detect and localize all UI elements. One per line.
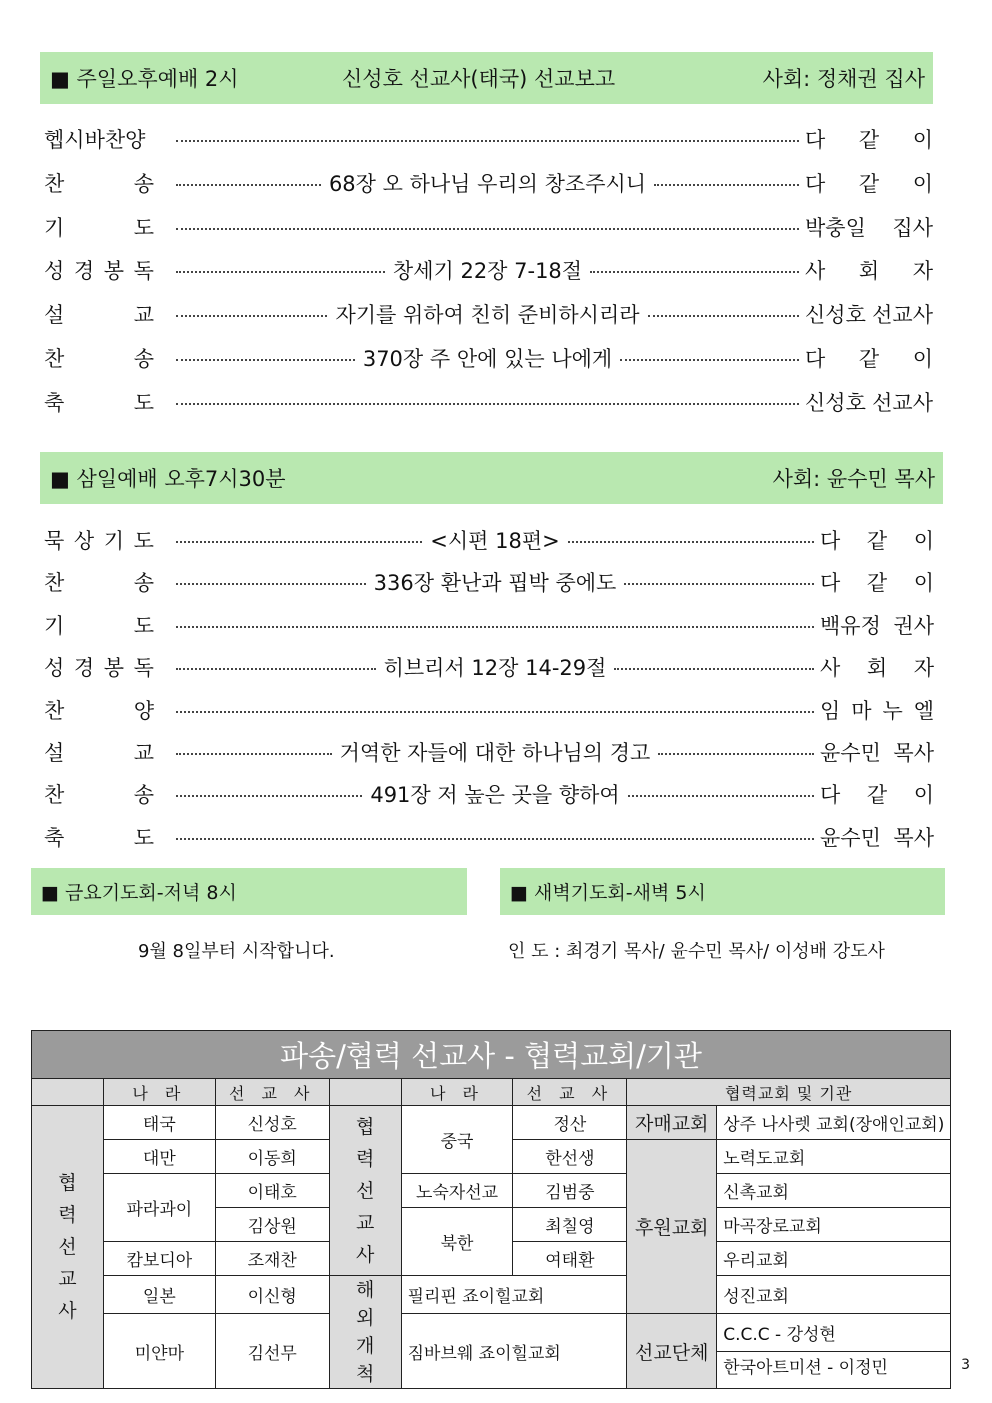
- leader-dots: [176, 541, 422, 543]
- missions-title: 파송/협력 선교사 - 협력교회/기관: [32, 1031, 951, 1079]
- program-row: [44, 299, 933, 329]
- group-partner-missionaries-1: 협 력 선 교 사: [32, 1106, 104, 1389]
- friday-prayer-header: [31, 868, 467, 915]
- missionary-cell: 이신형: [215, 1276, 329, 1314]
- missionary-cell: 김상원: [215, 1208, 329, 1242]
- program-item-leader: 윤수민 목사: [820, 825, 934, 850]
- program-item-content: 자기를 위하여 친히 준비하시리라: [335, 303, 640, 328]
- program-item-label: 찬 양: [44, 698, 154, 723]
- leader-dots: [176, 271, 385, 273]
- program-row: [44, 212, 933, 242]
- missionary-cell: 최칠영: [513, 1208, 627, 1242]
- program-item-leader: 백유정 권사: [820, 613, 934, 638]
- leader-dots: [176, 753, 332, 755]
- program-row: [44, 567, 934, 597]
- program-item-content: 370장 주 안에 있는 나에게: [362, 347, 613, 371]
- mission-orgs: [717, 1314, 951, 1389]
- header-blank-2: [329, 1079, 401, 1106]
- missions-table: [31, 1030, 951, 1389]
- header-churches: 협력교회 및 기관: [627, 1079, 951, 1106]
- program-item-label: 찬 송: [44, 347, 154, 371]
- program-item-label: 기 도: [44, 613, 154, 638]
- program-item-label: 찬 송: [44, 783, 154, 808]
- wednesday-service-title: ■ 삼일예배 오후7시30분: [50, 467, 286, 491]
- program-item-leader: 다 같 이: [820, 571, 934, 596]
- group-overseas-planting: 해 외 개 척: [329, 1276, 401, 1389]
- program-item-leader: 다 같 이: [805, 128, 933, 152]
- program-row: [44, 525, 934, 555]
- program-item-leader: 사 회 자: [805, 259, 933, 284]
- program-item-content: 68장 오 하나님 우리의 창조주시니: [328, 171, 647, 196]
- program-item-leader: 다 같 이: [805, 171, 933, 196]
- dawn-prayer-header: [500, 868, 945, 915]
- program-row: [44, 387, 933, 417]
- program-item-label: 헵시바찬양: [44, 128, 146, 152]
- leader-dots: [620, 359, 799, 361]
- missionary-cell: 이동희: [215, 1140, 329, 1174]
- program-item-label: 설 교: [44, 303, 154, 328]
- leader-dots: [176, 184, 321, 186]
- leader-dots: [176, 315, 327, 317]
- dawn-prayer-title: ■ 새벽기도회-새벽 5시: [510, 882, 706, 904]
- program-item-content: <시편 18편>: [430, 529, 560, 553]
- leader-dots: [176, 403, 799, 405]
- leader-dots: [590, 271, 799, 273]
- wednesday-service-header: [40, 452, 943, 504]
- country-cell: 중국: [401, 1106, 513, 1174]
- missionary-cell: 정산: [513, 1106, 627, 1140]
- leader-dots: [628, 795, 814, 797]
- header-country-2: 나 라: [401, 1079, 513, 1106]
- overseas-church: 짐바브웨 죠이힐교회: [401, 1314, 627, 1389]
- friday-prayer-note: 9월 8일부터 시작합니다.: [138, 941, 335, 962]
- program-row: [44, 610, 934, 640]
- missionary-cell: 한선생: [513, 1140, 627, 1174]
- leader-dots: [176, 668, 376, 670]
- program-row: [44, 779, 934, 809]
- wednesday-service-host: 사회: 윤수민 목사: [772, 467, 935, 491]
- program-item-label: 찬 송: [44, 171, 154, 196]
- support-church: 노력도교회: [717, 1140, 951, 1174]
- program-item-leader: 사 회 자: [820, 656, 934, 681]
- page-number: 3: [961, 1357, 970, 1373]
- program-item-label: 기 도: [44, 215, 154, 240]
- group-partner-missionaries-2: 협 력 선 교 사: [329, 1106, 401, 1276]
- friday-prayer-title: ■ 금요기도회-저녁 8시: [41, 882, 237, 904]
- program-row: [44, 124, 933, 154]
- sunday-service-subject: 신성호 선교사(태국) 선교보고: [342, 67, 616, 91]
- program-item-leader: 다 같 이: [820, 529, 934, 553]
- leader-dots: [624, 583, 814, 585]
- leader-dots: [176, 626, 814, 628]
- missionary-cell: 여태환: [513, 1242, 627, 1276]
- program-row: [44, 822, 934, 852]
- program-item-label: 묵 상 기 도: [44, 529, 154, 553]
- support-church-label: 후원교회: [627, 1140, 717, 1314]
- country-cell: 북한: [401, 1208, 513, 1276]
- program-item-label: 성 경 봉 독: [44, 656, 154, 681]
- country-cell: 파라과이: [103, 1174, 215, 1242]
- program-item-leader: 다 같 이: [805, 347, 933, 371]
- leader-dots: [176, 838, 814, 840]
- program-item-leader: 윤수민 목사: [820, 741, 934, 765]
- program-item-content: 거역한 자들에 대한 하나님의 경고: [339, 741, 651, 765]
- program-item-content: 히브리서 12장 14-29절: [383, 656, 607, 681]
- missionary-cell: 조재찬: [215, 1242, 329, 1276]
- support-church: 신촉교회: [717, 1174, 951, 1208]
- program-item-content: 336장 환난과 핍박 중에도: [373, 571, 617, 596]
- country-cell: 캄보디아: [103, 1242, 215, 1276]
- support-church: 마곡장로교회: [717, 1208, 951, 1242]
- country-cell: 대만: [103, 1140, 215, 1174]
- support-church: 성진교회: [717, 1276, 951, 1314]
- program-item-label: 성 경 봉 독: [44, 259, 154, 284]
- country-cell: 미얀마: [103, 1314, 215, 1389]
- leader-dots: [648, 315, 799, 317]
- mission-org: C.C.C - 강성현: [717, 1319, 950, 1352]
- program-row: [44, 695, 934, 725]
- leader-dots: [176, 140, 799, 142]
- program-row: [44, 168, 933, 198]
- header-country-1: 나 라: [103, 1079, 215, 1106]
- missionary-cell: 신성호: [215, 1106, 329, 1140]
- program-row: [44, 343, 933, 373]
- leader-dots: [176, 795, 362, 797]
- program-item-leader: 신성호 선교사: [805, 390, 933, 415]
- sunday-service-host: 사회: 정채권 집사: [762, 67, 925, 91]
- leader-dots: [654, 184, 799, 186]
- program-item-content: 491장 저 높은 곳을 향하여: [370, 783, 620, 808]
- mission-org: 한국아트미션 - 이정민: [723, 1357, 888, 1378]
- program-item-leader: 다 같 이: [820, 783, 934, 808]
- leader-dots: [176, 711, 814, 713]
- program-item-leader: 임 마 누 엘: [820, 698, 934, 723]
- sunday-service-header: [40, 52, 933, 104]
- header-missionary-1: 선 교 사: [215, 1079, 329, 1106]
- missionary-cell: 이태호: [215, 1174, 329, 1208]
- support-church: 우리교회: [717, 1242, 951, 1276]
- mission-org-label: 선교단체: [627, 1314, 717, 1389]
- sister-church: 상주 나사렛 교회(장애인교회): [717, 1106, 951, 1140]
- country-cell: 태국: [103, 1106, 215, 1140]
- header-missionary-2: 선 교 사: [513, 1079, 627, 1106]
- program-row: [44, 652, 934, 682]
- program-item-content: 창세기 22장 7-18절: [392, 259, 583, 284]
- leader-dots: [614, 668, 814, 670]
- missionary-cell: 김범중: [513, 1174, 627, 1208]
- leader-dots: [176, 583, 366, 585]
- missionary-cell: 김선무: [215, 1314, 329, 1389]
- program-item-leader: 박충일 집사: [805, 215, 933, 240]
- program-item-leader: 신성호 선교사: [805, 303, 933, 328]
- program-item-label: 축 도: [44, 390, 154, 415]
- program-item-label: 축 도: [44, 825, 154, 850]
- program-item-label: 설 교: [44, 741, 154, 765]
- country-cell: 노숙자선교: [401, 1174, 513, 1208]
- leader-dots: [568, 541, 814, 543]
- country-cell: 일본: [103, 1276, 215, 1314]
- program-item-label: 찬 송: [44, 571, 154, 596]
- program-row: [44, 737, 934, 767]
- program-row: [44, 255, 933, 285]
- sister-church-label: 자매교회: [627, 1106, 717, 1140]
- leader-dots: [176, 359, 355, 361]
- header-blank-1: [32, 1079, 104, 1106]
- leader-dots: [658, 753, 814, 755]
- sunday-service-title: ■ 주일오후예배 2시: [50, 67, 239, 91]
- leader-dots: [176, 228, 799, 230]
- overseas-church: 필리핀 죠이힐교회: [401, 1276, 627, 1314]
- dawn-prayer-leaders: 인 도 : 최경기 목사/ 윤수민 목사/ 이성배 강도사: [508, 941, 885, 962]
